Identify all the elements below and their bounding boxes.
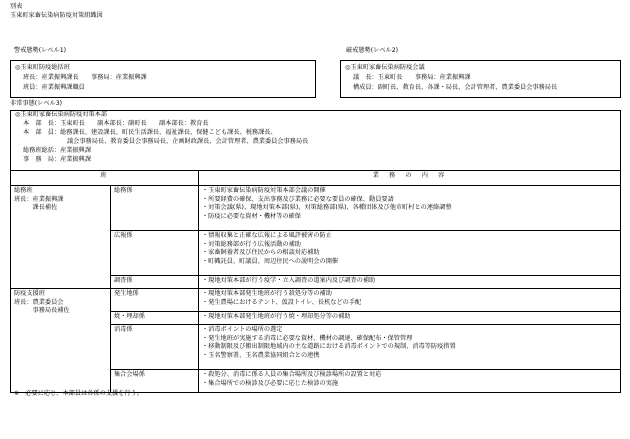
tasks-cell — [199, 289, 621, 312]
team-column-header: 班 — [11, 171, 199, 186]
level1-line: ◎玉東町防疫総括班 — [15, 64, 70, 71]
tasks-cell — [199, 186, 621, 231]
unit-name: 焼・埋却係 — [114, 313, 145, 320]
unit-cell — [111, 186, 199, 231]
table-row — [11, 289, 621, 312]
task-item: ・殺処分、消毒に係る人員の集合場所及び検診場所の設置と対応 — [202, 371, 382, 378]
unit-name: 広報係 — [114, 232, 133, 239]
task-item: ・現地対策本部発生地班が行う焼・埋却処分等の補助 — [202, 313, 351, 320]
unit-name: 集合会場係 — [114, 371, 145, 378]
task-item: ・玉名警察署、玉名農業協同組合との連携 — [202, 351, 320, 359]
task-table — [10, 170, 621, 393]
unit-cell — [111, 312, 199, 325]
tasks-cell — [199, 325, 621, 370]
unit-cell — [111, 276, 199, 289]
tasks-cell — [199, 370, 621, 393]
team-cell — [11, 186, 111, 289]
team-leader: 班長：農業委員会 — [14, 298, 64, 306]
task-item: ・所要経費の確保、支出事務及び業務に必要な要員の確保、動員要請 — [202, 195, 394, 203]
level3-line: 本 部 員：総務課長、建設課長、町民生活課長、福祉課長、保健こども課長、税務課長、 — [23, 129, 277, 136]
unit-cell — [111, 231, 199, 276]
level3-line: 総務班総括：産業振興課 — [23, 147, 92, 154]
footnote: ※ 必要に応じ、本部員は各係の支援を行う。 — [14, 390, 143, 397]
document-label: 別表 — [10, 3, 23, 10]
level2-line: ◎玉東町家畜伝染病防疫会議 — [345, 64, 425, 71]
level3-line: ◎玉東町家畜伝染病防疫対策本部 — [15, 111, 108, 118]
task-item: ・移動制限及び搬出制限地域内の主な道路における消毒ポイントでの規制、消毒等防疫措置 — [202, 343, 456, 351]
level2-line: 議 長：玉東町長 事務局：産業振興課 — [353, 74, 471, 81]
level3-box — [10, 110, 621, 170]
task-item: ・現地対策本部が行う疫学・立入調査の道案内及び調査の補助 — [202, 277, 376, 284]
level3-line: 本 部 長：玉東町長 副本部長：副町長 副本部長：教育長 — [23, 120, 209, 127]
level3-line: 議会事務局長、教育委員会事務局長、企画財政課長、会計管理者、農業委員会事務局長 — [67, 138, 309, 145]
level1-line: 班員：産業振興課職員 — [23, 84, 85, 91]
task-item: ・情報収集と正確な広報による風評被害の防止 — [202, 232, 332, 239]
level2-label: 厳戒態勢(レベル2) — [346, 47, 399, 54]
team-name: 総務班 — [14, 187, 33, 194]
tasks-cell — [199, 231, 621, 276]
level1-line: 班長：産業振興課長 事務局：産業振興課 — [23, 74, 147, 81]
unit-name: 発生地係 — [114, 290, 139, 297]
tasks-cell — [199, 312, 621, 325]
unit-cell — [111, 289, 199, 312]
tasks-cell — [199, 276, 621, 289]
unit-name: 消毒係 — [114, 326, 133, 333]
task-item: ・防疫に必要な資材・機材等の確保 — [202, 212, 301, 220]
task-item: ・現地対策本部発生地班が行う殺処分等の補助 — [202, 290, 332, 297]
team-cell — [11, 289, 111, 393]
team-leader-sub: 事務局長補佐 — [14, 307, 70, 315]
task-item: ・発生農場におけるテント、仮設トイレ、長机などの手配 — [202, 298, 362, 306]
task-item: ・家畜飼養者及び住民からの相談対応補助 — [202, 249, 320, 257]
level2-box — [340, 60, 621, 98]
table-header-row — [11, 171, 621, 186]
level3-label: 非常事態(レベル3) — [10, 100, 63, 107]
task-item: ・町幟託員、町議員、周辺住民への説明会の開催 — [202, 257, 339, 265]
task-item: ・消毒ポイントの場所の選定 — [202, 326, 283, 333]
level2-line: 構成員：副町長、教育長、各課・局長、会計管理者、農業委員会事務局長 — [353, 84, 558, 91]
unit-cell — [111, 325, 199, 370]
team-leader-sub: 課長補佐 — [14, 204, 58, 212]
task-item: ・玉東町家畜伝染病防疫対策本部会議の開催 — [202, 187, 326, 194]
task-item: ・集合場所での検診及び必要に応じた検診の実施 — [202, 379, 339, 387]
tasks-column-header: 業 務 の 内 容 — [199, 171, 621, 186]
unit-name: 調査係 — [114, 277, 133, 284]
team-name: 防疫支援班 — [14, 290, 45, 297]
level1-box — [10, 60, 316, 98]
level1-label: 警戒態勢(レベル1) — [14, 47, 67, 54]
level3-line: 事 務 局：産業振興課 — [23, 156, 92, 163]
task-item: ・対策会議(県)、現地対策本部(県)、対策総務部(県)、各種団体及び他市町村との連絡調整 — [202, 204, 452, 212]
team-leader: 班長：産業振興課 — [14, 195, 64, 203]
task-item: ・発生地班が実施する消毒に必要な資材、機材の調達、確保配布・保管管理 — [202, 334, 413, 342]
task-item: ・対策総務部が行う広報活動の補助 — [202, 240, 301, 248]
page-title: 玉東町家畜伝染病防疫対策組織図 — [10, 12, 103, 19]
table-row — [11, 186, 621, 231]
unit-name: 総務係 — [114, 187, 133, 194]
